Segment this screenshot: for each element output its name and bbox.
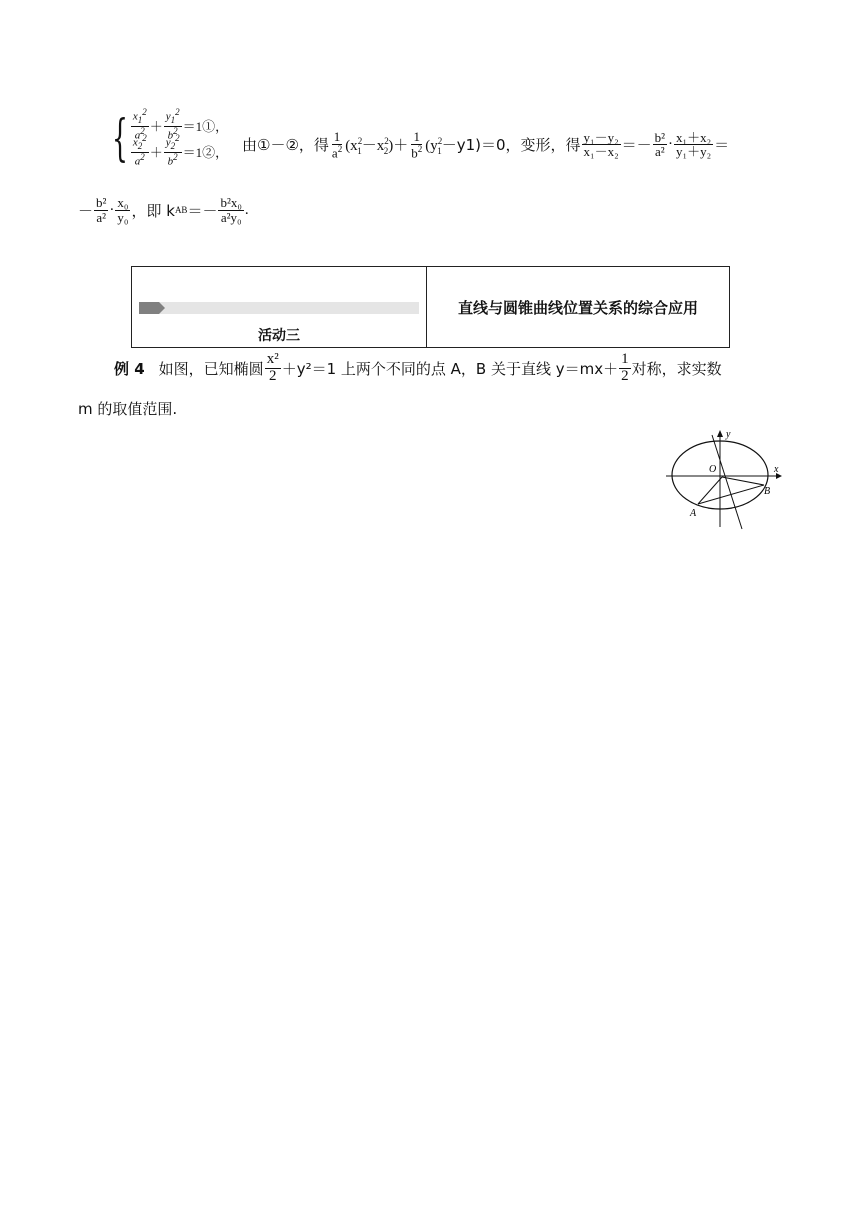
- activity-progress-cell: [132, 267, 427, 347]
- equation-1-tail: ＝1①，: [182, 118, 229, 134]
- segment-OA: [698, 477, 722, 504]
- derivation-line: 由①－②，得 $\frac{1}{a^2}$ $(x^2_1-x^2_2)+$ $\frac{1}{b^2}$ $(y^2_1-y1)=0$，变形，得 $\frac{\text{y₁－y₂}}{\text{x₁－x₂}}$ ＝－ $\frac{\text{b²}}{\text{a²}}$ · $\frac{\text{x₁＋x₂}}{\text{y₁＋y₂}}$ ＝: [242, 129, 730, 160]
- chord-AB: [698, 485, 764, 504]
- label-A: A: [690, 508, 697, 519]
- label-B: B: [764, 486, 771, 497]
- label-y: y: [726, 429, 731, 440]
- equation-rows: [130, 107, 229, 168]
- y-axis-arrow: [717, 430, 723, 437]
- activity-header-table: [131, 266, 730, 348]
- activity-label: 活动三: [258, 328, 300, 344]
- progress-arrow: [159, 302, 165, 314]
- equation-1: $\frac{x_1^2}{a^2}$ ＋ $\frac{y_1^2}{b^2}$ ＝1①，: [132, 107, 229, 142]
- ellipse-figure: [660, 425, 790, 530]
- equation-2-tail: ＝1②，: [182, 144, 229, 160]
- activity-progress-bar: [139, 302, 419, 314]
- label-x: x: [774, 464, 779, 475]
- left-brace: {: [111, 109, 128, 167]
- example-label: 例 4: [114, 359, 145, 378]
- segment-OB: [722, 477, 764, 485]
- example-4-line1: 例 4 如图，已知椭圆 $\frac{\text{x²}}{2}$ ＋y²＝1 上两个不同的点 A，B 关于直线 y＝mx＋ $\frac{1}{2}$ 对称，求实数: [114, 351, 722, 384]
- conclusion-line: － $\frac{\text{b²}}{\text{a²}}$ · $\frac{\text{x₀}}{\text{y₀}}$ ，即 k AB ＝－ $\frac{\text{b²x₀}}{\text{a²y₀}}$ .: [78, 195, 249, 225]
- symmetry-line: [712, 435, 742, 529]
- progress-fill: [139, 302, 159, 314]
- example-4-line2: m 的取值范围.: [78, 400, 178, 418]
- equation-system: [104, 107, 229, 168]
- label-O: O: [709, 464, 717, 475]
- activity-title: 直线与圆锥曲线位置关系的综合应用: [457, 298, 698, 317]
- equation-2: $\frac{x_2^2}{a^2}$ ＋ $\frac{y_2^2}{b^2}$ ＝1②，: [132, 133, 229, 168]
